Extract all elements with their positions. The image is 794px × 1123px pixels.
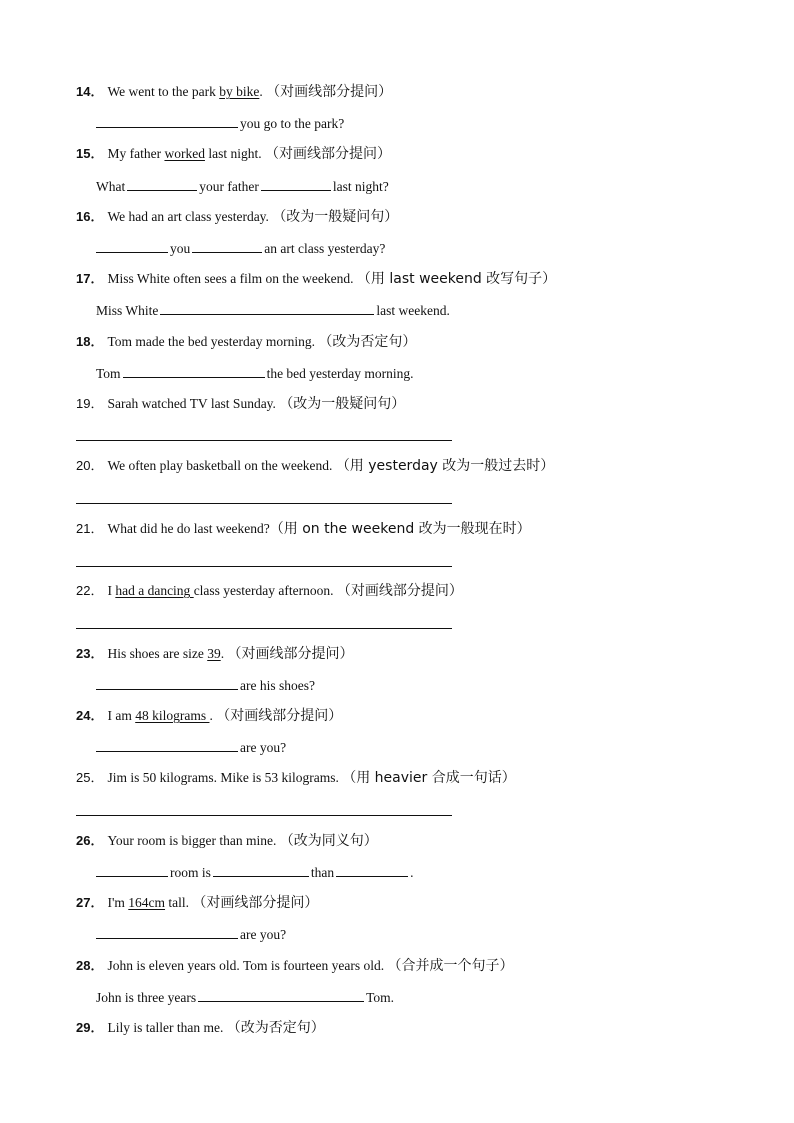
question-text: last night. <box>204 146 265 161</box>
question-number: 29． <box>76 1020 104 1035</box>
answer-blank[interactable] <box>96 925 238 939</box>
question-number: 18． <box>76 334 104 349</box>
answer-blank[interactable] <box>123 364 265 378</box>
answer-24 <box>96 738 286 757</box>
question-text: class yesterday afternoon. <box>193 583 337 598</box>
underlined-text: had a dancing <box>115 583 194 598</box>
question-text: . <box>259 84 267 99</box>
instruction: （用 heavier 合成一句话） <box>342 770 516 786</box>
question-text: We often play basketball on the weekend. <box>107 458 336 473</box>
instruction: （改为否定句） <box>318 334 417 350</box>
question-text: What did he do last weekend? <box>107 521 270 536</box>
question-24 <box>76 707 342 725</box>
question-text: Lily is taller than me. <box>107 1020 227 1035</box>
question-text: Tom made the bed yesterday morning. <box>107 334 319 349</box>
underlined-text: 164cm <box>128 895 166 910</box>
answer-blank[interactable] <box>198 988 364 1002</box>
question-text: Jim is 50 kilograms. Mike is 53 kilograms. <box>107 770 343 785</box>
answer-blank[interactable] <box>213 863 309 877</box>
question-23 <box>76 645 353 663</box>
instruction: （改为一般疑问句） <box>272 209 399 225</box>
answer-18 <box>96 364 414 383</box>
answer-blank[interactable] <box>192 239 262 253</box>
question-number: 21． <box>76 521 104 536</box>
question-text: Your room is bigger than mine. <box>107 833 280 848</box>
question-text: We went to the park <box>107 84 220 99</box>
answer-text: room is <box>170 865 211 880</box>
instruction: （用 yesterday 改为一般过去时） <box>335 458 555 474</box>
underlined-text: 39 <box>207 646 221 661</box>
answer-27 <box>96 925 286 944</box>
answer-15 <box>96 177 389 196</box>
question-number: 14． <box>76 84 104 99</box>
question-number: 27． <box>76 895 104 910</box>
answer-blank[interactable] <box>127 177 197 191</box>
question-number: 22． <box>76 583 104 598</box>
question-28 <box>76 957 513 975</box>
question-22 <box>76 582 463 600</box>
instruction: （对画线部分提问） <box>227 646 354 662</box>
answer-text: are his shoes? <box>240 678 315 693</box>
answer-blank[interactable] <box>96 676 238 690</box>
question-text: His shoes are size <box>107 646 208 661</box>
answer-17 <box>96 301 450 320</box>
answer-text: What <box>96 179 126 194</box>
answer-16 <box>96 239 385 258</box>
answer-line-19[interactable] <box>76 440 452 441</box>
answer-text: . <box>410 865 414 880</box>
question-number: 20． <box>76 458 104 473</box>
answer-text: last weekend. <box>376 303 450 318</box>
answer-text: your father <box>199 179 259 194</box>
answer-14 <box>96 114 344 133</box>
answer-blank[interactable] <box>160 301 374 315</box>
question-17 <box>76 270 556 288</box>
question-text: I'm <box>107 895 129 910</box>
instruction: （对画线部分提问） <box>216 708 343 724</box>
answer-blank[interactable] <box>96 114 238 128</box>
question-text: I <box>107 583 116 598</box>
question-number: 16． <box>76 209 104 224</box>
question-text: Miss White often sees a film on the weekend. <box>107 271 357 286</box>
instruction: （对画线部分提问） <box>336 583 463 599</box>
answer-28 <box>96 988 394 1007</box>
question-text: I am <box>107 708 136 723</box>
question-text: My father <box>107 146 165 161</box>
instruction: （用 on the weekend 改为一般现在时） <box>269 521 531 537</box>
answer-text: last night? <box>332 179 389 194</box>
answer-blank[interactable] <box>96 863 168 877</box>
answer-blank[interactable] <box>261 177 331 191</box>
underlined-text: 48 kilograms <box>135 708 210 723</box>
question-text: John is eleven years old. Tom is fourteen years old. <box>107 958 388 973</box>
question-21 <box>76 520 531 538</box>
answer-blank[interactable] <box>96 738 238 752</box>
question-number: 28． <box>76 958 104 973</box>
answer-text: John is three years <box>96 990 197 1005</box>
question-text: . <box>220 646 228 661</box>
answer-text: the bed yesterday morning. <box>266 366 414 381</box>
question-text: Sarah watched TV last Sunday. <box>107 396 280 411</box>
answer-blank[interactable] <box>336 863 408 877</box>
underlined-text: worked <box>164 146 205 161</box>
answer-line-22[interactable] <box>76 628 452 629</box>
answer-text: an art class yesterday? <box>264 241 386 256</box>
instruction: （对画线部分提问） <box>266 84 393 100</box>
question-16 <box>76 208 398 226</box>
instruction: （改为同义句） <box>279 833 378 849</box>
answer-text: are you? <box>240 927 287 942</box>
question-number: 25． <box>76 770 104 785</box>
answer-23 <box>96 676 315 695</box>
answer-text: you <box>170 241 191 256</box>
question-26 <box>76 832 378 850</box>
answer-text: you go to the park? <box>240 116 345 131</box>
instruction: （改为否定句） <box>226 1020 325 1036</box>
question-25 <box>76 769 516 787</box>
question-text: We had an art class yesterday. <box>107 209 273 224</box>
question-14 <box>76 83 392 101</box>
question-number: 23． <box>76 646 104 661</box>
question-number: 17． <box>76 271 104 286</box>
instruction: （改为一般疑问句） <box>279 396 406 412</box>
instruction: （对画线部分提问） <box>192 895 319 911</box>
question-number: 24． <box>76 708 104 723</box>
answer-line-25[interactable] <box>76 815 452 816</box>
answer-26 <box>96 863 414 882</box>
question-text: tall. <box>165 895 193 910</box>
question-27 <box>76 894 318 912</box>
answer-text: are you? <box>240 740 287 755</box>
instruction: （合并成一个句子） <box>387 958 514 974</box>
question-15 <box>76 145 391 163</box>
question-number: 19． <box>76 396 104 411</box>
answer-line-20[interactable] <box>76 503 452 504</box>
question-18 <box>76 333 416 351</box>
answer-line-21[interactable] <box>76 566 452 567</box>
answer-blank[interactable] <box>96 239 168 253</box>
question-19 <box>76 395 405 413</box>
underlined-text: by bike <box>219 84 260 99</box>
instruction: （对画线部分提问） <box>264 146 391 162</box>
answer-text: Tom. <box>366 990 395 1005</box>
answer-text: than <box>310 865 335 880</box>
question-text: . <box>209 708 217 723</box>
question-20 <box>76 457 554 475</box>
question-29 <box>76 1019 325 1037</box>
instruction: （用 last weekend 改写句子） <box>356 271 557 287</box>
answer-text: Tom <box>96 366 121 381</box>
question-number: 26． <box>76 833 104 848</box>
question-number: 15． <box>76 146 104 161</box>
answer-text: Miss White <box>96 303 159 318</box>
